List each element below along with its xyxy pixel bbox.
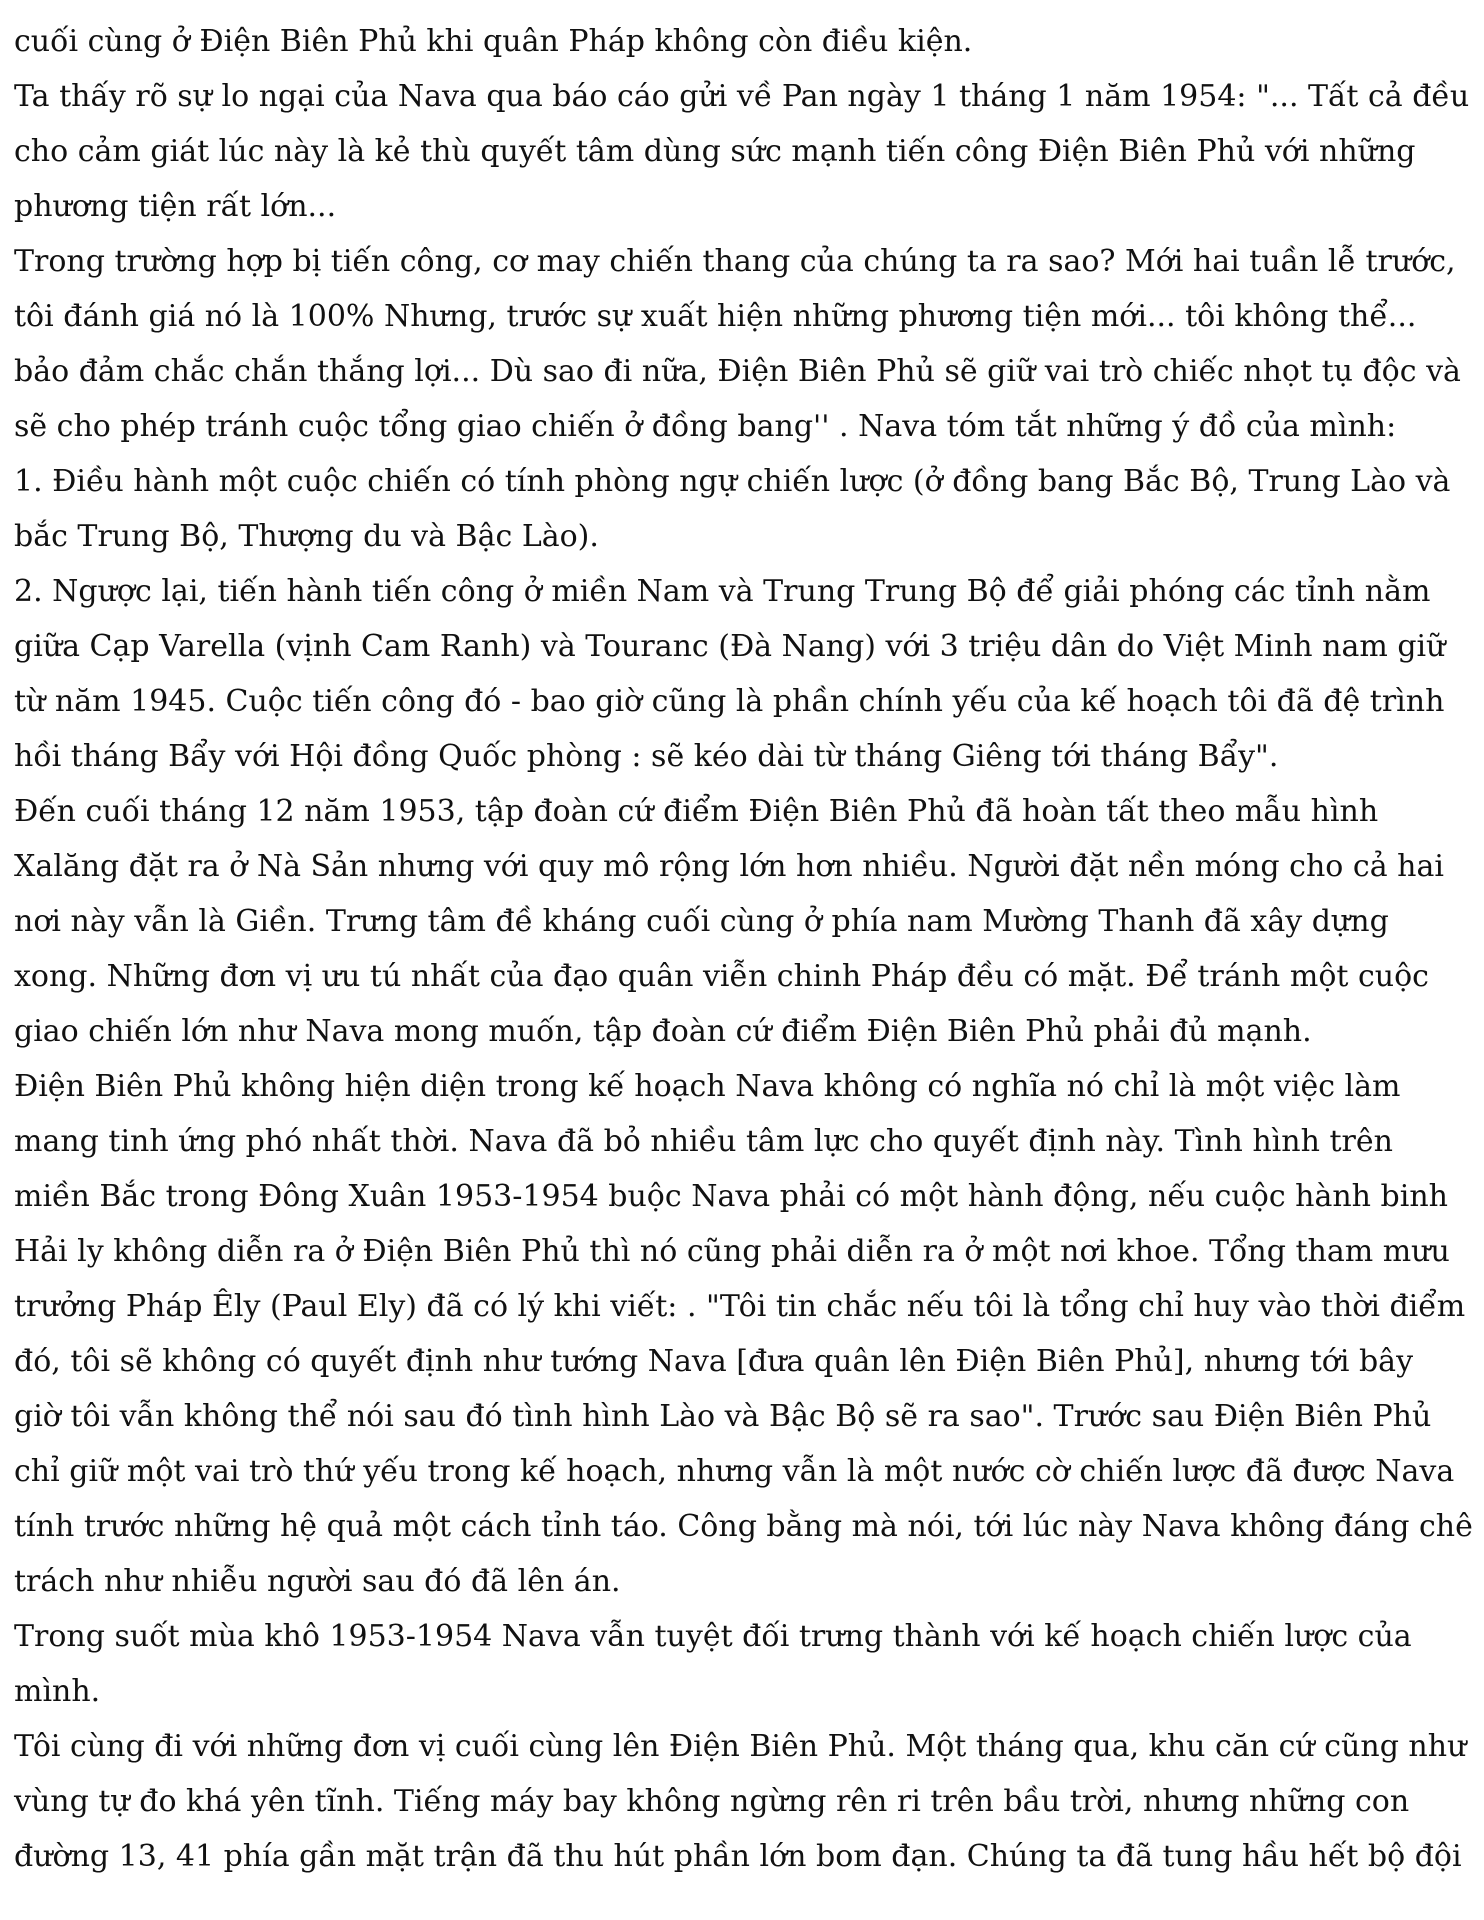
text-line: Hải ly không diễn ra ở Điện Biên Phủ thì nó cũng phải diễn ra ở một nơi khoe. Tổng tham mưu: [14, 1234, 1450, 1269]
text-line: từ năm 1945. Cuộc tiến công đó - bao giờ cũng là phần chính yếu của kế hoạch tôi đã đệ trình: [14, 684, 1445, 719]
text-line: đó, tôi sẽ không có quyết định như tướng Nava [đưa quân lên Điện Biên Phủ], nhưng tới bây: [14, 1344, 1414, 1379]
text-line: đường 13, 41 phía gần mặt trận đã thu hút phần lớn bom đạn. Chúng ta đã tung hầu hết bộ đội: [14, 1839, 1462, 1874]
text-line: xong. Những đơn vị ưu tú nhất của đạo quân viễn chinh Pháp đều có mặt. Để tránh một cuộc: [14, 959, 1429, 994]
text-line: 1. Điều hành một cuộc chiến có tính phòng ngự chiến lược (ở đồng bang Bắc Bộ, Trung Lào và: [14, 464, 1451, 499]
text-line: chỉ giữ một vai trò thứ yếu trong kế hoạch, nhưng vẫn là một nước cờ chiến lược đã được Nava: [14, 1454, 1455, 1489]
text-line: trưởng Pháp Êly (Paul Ely) đã có lý khi viết: . "Tôi tin chắc nếu tôi là tổng chỉ huy vào thời điểm: [14, 1289, 1466, 1324]
text-line: giờ tôi vẫn không thể nói sau đó tình hình Lào và Bậc Bộ sẽ ra sao". Trước sau Điện Biên Phủ: [14, 1399, 1432, 1434]
text-line: mang tinh ứng phó nhất thời. Nava đã bỏ nhiều tâm lực cho quyết định này. Tình hình trên: [14, 1124, 1393, 1159]
text-line: Đến cuối tháng 12 năm 1953, tập đoàn cứ điểm Điện Biên Phủ đã hoàn tất theo mẫu hình: [14, 794, 1379, 829]
text-line: cho cảm giát lúc này là kẻ thù quyết tâm dùng sức mạnh tiến công Điện Biên Phủ với những: [14, 134, 1416, 169]
text-line: sẽ cho phép tránh cuộc tổng giao chiến ở đồng bang'' . Nava tóm tắt những ý đồ của mình:: [14, 409, 1397, 444]
text-line: Ta thấy rõ sự lo ngại của Nava qua báo cáo gửi về Pan ngày 1 tháng 1 năm 1954: "... Tất cả đều: [14, 79, 1470, 114]
text-line: phương tiện rất lớn...: [14, 189, 337, 224]
text-line: cuối cùng ở Điện Biên Phủ khi quân Pháp không còn điều kiện.: [14, 24, 973, 59]
text-line: Trong suốt mùa khô 1953-1954 Nava vẫn tuyệt đối trưng thành với kế hoạch chiến lược của: [14, 1619, 1412, 1654]
text-line: bảo đảm chắc chắn thắng lợi... Dù sao đi nữa, Điện Biên Phủ sẽ giữ vai trò chiếc nhọt tụ độc và: [14, 354, 1461, 389]
text-line: Điện Biên Phủ không hiện diện trong kế hoạch Nava không có nghĩa nó chỉ là một việc làm: [14, 1069, 1401, 1104]
text-line: tôi đánh giá nó là 100% Nhưng, trước sự xuất hiện những phương tiện mới... tôi không thể...: [14, 299, 1417, 334]
text-line: 2. Ngược lại, tiến hành tiến công ở miền Nam và Trung Trung Bộ để giải phóng các tỉnh nằm: [14, 574, 1431, 609]
text-line: Trong trường hợp bị tiến công, cơ may chiến thang của chúng ta ra sao? Mới hai tuần lễ trước,: [14, 244, 1456, 279]
text-line: nơi này vẫn là Giền. Trưng tâm đề kháng cuối cùng ở phía nam Mường Thanh đã xây dựng: [14, 904, 1389, 939]
text-line: hồi tháng Bẩy với Hội đồng Quốc phòng : sẽ kéo dài từ tháng Giêng tới tháng Bẩy".: [14, 739, 1279, 774]
text-line: bắc Trung Bộ, Thượng du và Bậc Lào).: [14, 519, 599, 554]
text-line: giao chiến lớn như Nava mong muốn, tập đoàn cứ điểm Điện Biên Phủ phải đủ mạnh.: [14, 1014, 1312, 1049]
text-line: trách như nhiễu người sau đó đã lên án.: [14, 1564, 621, 1599]
text-line: Xalăng đặt ra ở Nà Sản nhưng với quy mô rộng lớn hơn nhiều. Người đặt nền móng cho cả hai: [14, 849, 1444, 884]
document-body: [14, 14, 1474, 1884]
text-line: tính trước những hệ quả một cách tỉnh táo. Công bằng mà nói, tới lúc này Nava không đáng chê: [14, 1509, 1473, 1544]
text-line: Tôi cùng đi với những đơn vị cuối cùng lên Điện Biên Phủ. Một tháng qua, khu căn cứ cũng như: [14, 1729, 1467, 1764]
text-line: vùng tự đo khá yên tĩnh. Tiếng máy bay không ngừng rên ri trên bầu trời, nhưng những con: [14, 1784, 1410, 1819]
text-line: giữa Cạp Varella (vịnh Cam Ranh) và Touranc (Đà Nang) với 3 triệu dân do Việt Minh nam giữ: [14, 629, 1446, 664]
text-line: mình.: [14, 1674, 101, 1709]
text-line: miền Bắc trong Đông Xuân 1953-1954 buộc Nava phải có một hành động, nếu cuộc hành binh: [14, 1179, 1448, 1214]
